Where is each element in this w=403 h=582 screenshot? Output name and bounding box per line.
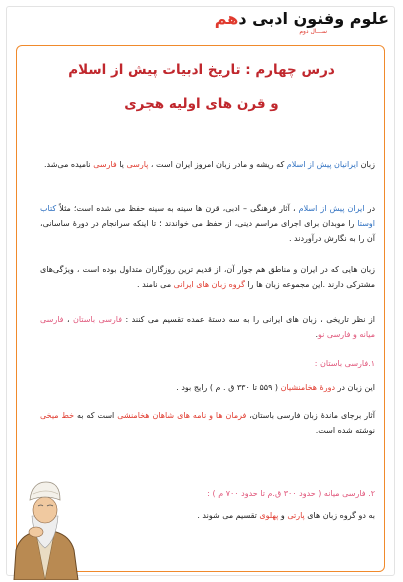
- highlight: ایرانیان پیش از اسلام: [286, 160, 359, 169]
- text: به دو گروه زبان های: [304, 511, 375, 520]
- text: نوشته شده است.: [315, 426, 375, 435]
- text: تقسیم می شوند .: [197, 511, 260, 520]
- paragraph-3: [40, 262, 375, 292]
- lesson-title: درس چهارم : تاریخ ادبیات پیش از اسلام: [68, 62, 335, 78]
- scholar-portrait-illustration: [6, 476, 84, 580]
- highlight: گروه زبان های ایرانی: [173, 280, 245, 289]
- highlight: فارسی میانه و فارسی نو: [40, 315, 375, 339]
- text: در: [364, 204, 376, 213]
- text: .: [315, 330, 318, 339]
- highlight: کتاب اوستا: [40, 204, 375, 228]
- text: زبان هایی که در ایران و مناطق هم جوار آن، از قدیم ترین روزگاران متداول بوده است ، ویژگی‌های مشترکی دارند .این مجموعه زبان ها را: [40, 265, 375, 289]
- logo-title-accent: هم: [214, 9, 239, 28]
- section-heading-old-persian: ۱.فارسی باستان :: [314, 359, 375, 368]
- highlight: فارسی باستان: [72, 315, 123, 324]
- text: نامیده می‌شد.: [43, 160, 94, 169]
- text: این زبان در: [335, 383, 375, 392]
- text: و: [278, 511, 288, 520]
- text: را موبدان برای اجرای مراسم دینی، از حفظ می خواندند ؛ تا اینکه سرانجام در دورهٔ ساسانی، آن را به نگارش درآوردند .: [40, 219, 375, 243]
- highlight: دورهٔ هخامنشیان: [280, 383, 335, 392]
- text: است که به: [74, 411, 118, 420]
- highlight: پهلوی: [259, 511, 279, 520]
- paragraph-5: [40, 380, 375, 395]
- logo: [215, 10, 389, 36]
- logo-title-part: علوم وفنون ادبی د: [238, 9, 389, 28]
- text: که ریشه و مادر زبان امروز ایران است ،: [148, 160, 287, 169]
- highlight: فارسی: [93, 160, 117, 169]
- highlight: ایران پیش از اسلام: [298, 204, 365, 213]
- text: آثار برجای ماندهٔ زبان فارسی باستان،: [246, 411, 375, 420]
- highlight: پارسی: [126, 160, 149, 169]
- highlight: پارتی: [287, 511, 305, 520]
- text: ،: [63, 315, 73, 324]
- lesson-subtitle: و قرن های اولیه هجری: [124, 96, 279, 112]
- text: ( ۵۵۹ تا ۳۳۰ ق . م ) رایج بود .: [176, 383, 281, 392]
- text: از نظر تاریخی ، زبان های ایرانی را به سه دستهٔ عمده تقسیم می کنند :: [122, 315, 375, 324]
- paragraph-4: [40, 312, 375, 342]
- paragraph-2: [40, 201, 375, 246]
- highlight: فرمان ها و نامه های شاهان هخامنشی: [117, 411, 247, 420]
- section-heading-middle-persian: ۲. فارسی میانه ( حدود ۳۰۰ ق.م تا حدود ۷۰۰ م ) :: [207, 489, 375, 498]
- text: یا: [116, 160, 127, 169]
- text: زبان: [358, 160, 375, 169]
- paragraph-6: [40, 408, 375, 438]
- paragraph-1: [40, 157, 375, 172]
- logo-title: [215, 10, 389, 28]
- logo-subtitle: ســـال دوم: [299, 28, 327, 35]
- paragraph-7: [40, 508, 375, 523]
- text: ، آثار فرهنگی – ادبی، قرن ها سینه به سینه حفظ می شده است؛ مثلاً: [56, 204, 299, 213]
- highlight: خط میخی: [40, 411, 75, 420]
- text: می نامند .: [136, 280, 174, 289]
